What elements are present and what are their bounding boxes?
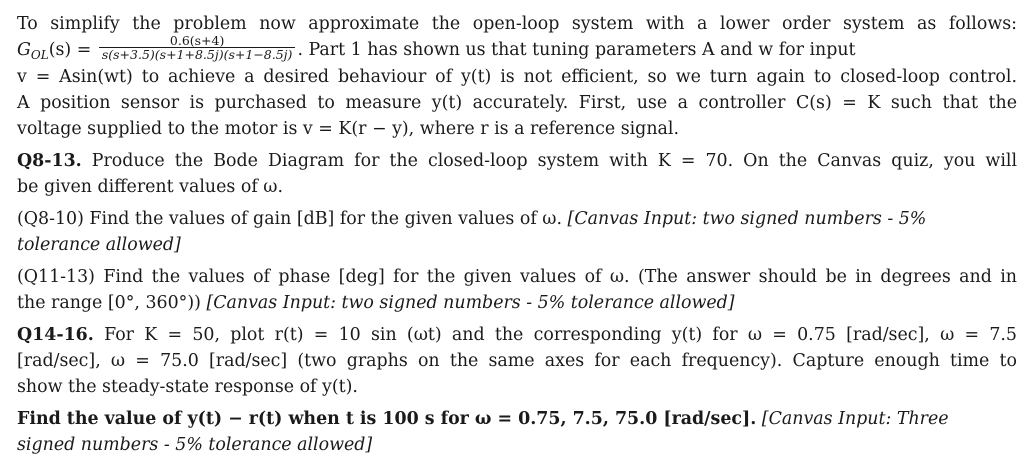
transfer-function-fraction (99, 32, 296, 62)
final-canvas-note-1: [Canvas Input: Three (761, 409, 949, 429)
q8-13-line-1 (17, 148, 1017, 174)
q8-13-line-2: be given different values of ω. (17, 177, 283, 197)
intro-line-4: A position sensor is purchased to measure y(t) accurately. First, use a controller C(s) = K such that the (17, 93, 1017, 113)
q14-16-line-2: [rad/sec], ω = 75.0 [rad/sec] (two graphs on the same axes for each frequency). Capture enough time to (17, 351, 1017, 371)
q8-10-paragraph (17, 206, 1017, 258)
intro-line-1: To simplify the problem now approximate the open-loop system with a lower order system as follows: (17, 14, 1017, 34)
intro-line-5: voltage supplied to the motor is v = K(r − y), where r is a reference signal. (17, 119, 679, 139)
q8-10-text: (Q8-10) Find the values of gain [dB] for the given values of ω. (17, 209, 562, 229)
q8-13-label: Q8-13. (17, 151, 82, 171)
q11-13-canvas-note: [Canvas Input: two signed numbers - 5% tolerance allowed] (206, 293, 735, 313)
intro-line-2 (17, 32, 1017, 64)
q8-13-text-1: Produce the Bode Diagram for the closed-loop system with K = 70. On the Canvas quiz, you will (91, 151, 1018, 171)
gol-argument: (s) = (48, 40, 92, 60)
intro-line-2-rest: . Part 1 has shown us that tuning parameters A and w for input (297, 40, 856, 60)
q11-13-paragraph (17, 264, 1017, 316)
gol-subscript: OL (30, 48, 49, 62)
gol-symbol: G (17, 40, 31, 60)
final-question-bold: Find the value of y(t) − r(t) when t is 100 s for ω = 0.75, 7.5, 75.0 [rad/sec]. (17, 409, 757, 429)
q11-13-line-2 (17, 290, 1017, 316)
q14-16-paragraph (17, 322, 1017, 400)
q11-13-line-1: (Q11-13) Find the values of phase [deg] for the given values of ω. (The answer should be in degrees and in (17, 267, 1017, 287)
q14-16-line-1 (17, 322, 1017, 348)
intro-line-3: v = Asin(wt) to achieve a desired behaviour of y(t) is not efficient, so we turn again to closed-loop control. (17, 67, 1017, 87)
q11-13-text-2: the range [0°, 360°)) (17, 293, 201, 313)
final-question-paragraph (17, 406, 1017, 458)
problem-document (17, 0, 1017, 458)
final-line-1 (17, 406, 1017, 432)
tf-numerator: 0.6(s+4) (169, 32, 225, 48)
final-canvas-note-2: signed numbers - 5% tolerance allowed] (17, 435, 373, 455)
q8-10-line-1 (17, 206, 1017, 232)
tf-denominator: s(s+3.5)(s+1+8.5j)(s+1−8.5j) (99, 47, 296, 61)
q14-16-text-1: For K = 50, plot r(t) = 10 sin (ωt) and the corresponding y(t) for ω = 0.75 [rad/sec], ω = 7.5 (104, 325, 1017, 345)
q8-10-canvas-note-1: [Canvas Input: two signed numbers - 5% (567, 209, 927, 229)
q14-16-line-3: show the steady-state response of y(t). (17, 377, 358, 397)
q8-10-canvas-note-2: tolerance allowed] (17, 235, 181, 255)
q14-16-label: Q14-16. (17, 325, 94, 345)
intro-paragraph (17, 11, 1017, 142)
q8-13-paragraph (17, 148, 1017, 200)
